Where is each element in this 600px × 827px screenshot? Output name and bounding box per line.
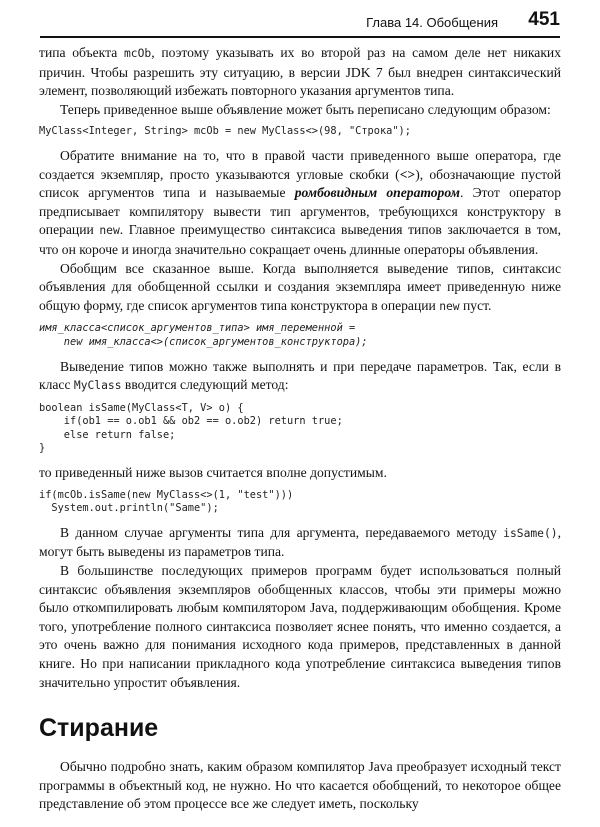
paragraph: Обратите внимание на то, что в правой части приведенного выше оператора, где создается экземпляр, просто указываются угловые скобки (<>), обозначающие пустой список аргументов типа и называемые ромбовидным оператором. Этот оператор предписывает компилятору вывести тип аргументов, требующихся конструктору в операции new. Главное преимущество синтаксиса выведения типов заключается в том, что он короче и иногда значительно сокращает очень длинные операторы объявления. xyxy=(39,147,562,257)
paragraph: Выведение типов можно также выполнять и при передаче параметров. Так, если в класс MyClass вводится следующий метод: xyxy=(39,358,561,393)
paragraph: типа объекта mcOb, поэтому указывать их во второй раз на самом деле нет никаких причин. Чтобы разрешить эту ситуацию, в версии JDK 7 был внедрен синтаксический элемент, позволяющий избежать повторного указания аргументов типа. xyxy=(39,45,561,99)
paragraph: В данном случае аргументы типа для аргумента, передаваемого методу isSame(), могут быть выведены из параметров типа. xyxy=(39,524,561,560)
inline-code: isSame() xyxy=(503,526,558,540)
paragraph: В большинстве последующих примеров программ будет использоваться полный синтаксис объявления экземпляров обобщенных классов, чтобы эти примеры можно было откомпилировать любым компилятором Java, поддерживающим обобщения. Кроме того, употребление полного синтаксиса позволяет яснее понять, что именно создается, а это очень важно для понимания исходного кода примеров, представленных в данной книге. Но при написании прикладного кода употребление синтаксиса выведения типов значительно упростит объявления. xyxy=(39,563,561,690)
inline-code: new xyxy=(439,299,460,313)
running-header xyxy=(40,6,560,38)
page-number: 451 xyxy=(528,9,560,30)
inline-code: MyClass xyxy=(73,379,122,393)
paragraph: Теперь приведенное выше объявление может быть переписано следующим образом: xyxy=(60,101,551,117)
emphasis-term: ромбовидным оператором xyxy=(294,185,460,201)
body-text xyxy=(39,44,561,814)
code-listing: boolean isSame(MyClass<T, V> o) { if(ob1 == o.ob1 && ob2 == o.ob2) return true; else return false; } xyxy=(39,401,343,455)
inline-code: mcOb xyxy=(123,47,152,60)
chapter-title: Глава 14. Обобщения xyxy=(366,15,498,30)
code-listing: if(mcOb.isSame(new MyClass<>(1, "test"))) System.out.println("Same"); xyxy=(39,488,294,515)
code-listing: MyClass<Integer, String> mcOb = new MyClass<>(98, "Строка"); xyxy=(39,125,411,138)
code-listing: имя_класса<список_аргументов_типа> имя_переменной = new имя_класса<>(список_аргументов_конструктора); xyxy=(39,322,368,348)
paragraph: Обычно подробно знать, каким образом компилятор Java преобразует исходный текст программы в объектный код, не нужно. Но что касается обобщений, то некоторое общее представление об этом процессе все же следует иметь, поскольку xyxy=(39,759,561,812)
paragraph: то приведенный ниже вызов считается вполне допустимым. xyxy=(39,465,387,481)
inline-code: new xyxy=(99,224,120,238)
paragraph: Обобщим все сказанное выше. Когда выполняется выведение типов, синтаксис объявления для обобщенной ссылки и создания экземпляра имеет приведенную ниже общую форму, где список аргументов типа конструктора в операции new пуст. xyxy=(39,260,561,313)
section-heading: Стирание xyxy=(39,714,159,743)
